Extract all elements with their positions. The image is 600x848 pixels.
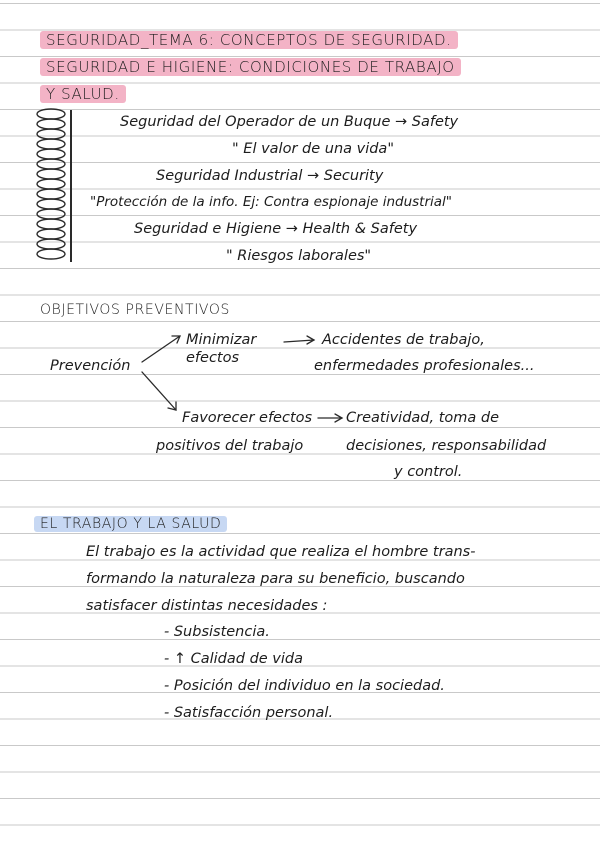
branch2-result-line2: decisiones, responsabilidad: [346, 438, 547, 454]
branch2-line1: Favorecer efectos: [182, 410, 313, 426]
objetivos-title: OBJETIVOS PREVENTIVOS: [40, 302, 230, 318]
branch2-result-line3: y control.: [394, 464, 463, 480]
bullet-calidad-vida: - ↑ Calidad de vida: [164, 651, 304, 667]
header-line-3: Y SALUD.: [40, 84, 126, 104]
branch1-result-line2: enfermedades profesionales...: [314, 358, 535, 374]
definition-health-safety-quote: " Riesgos laborales": [226, 248, 372, 264]
branch1-line1: Minimizar: [186, 332, 257, 348]
definition-health-safety: Seguridad e Higiene → Health & Safety: [134, 221, 418, 237]
bullet-satisfaccion: - Satisfacción personal.: [164, 705, 334, 721]
arrow-to-minimizar-icon: [142, 336, 180, 362]
arrow-to-favorecer-icon: [142, 372, 176, 410]
paragraph-line-1: El trabajo es la actividad que realiza el hombre trans-: [86, 544, 476, 560]
branch1-result-line1: Accidentes de trabajo,: [322, 332, 485, 348]
bullet-subsistencia: - Subsistencia.: [164, 624, 270, 640]
trabajo-salud-title: EL TRABAJO Y LA SALUD: [34, 514, 227, 534]
diagram-root: Prevención: [50, 358, 131, 374]
definition-safety-quote: " El valor de una vida": [232, 141, 394, 157]
paragraph-line-2: formando la naturaleza para su beneficio, buscando: [86, 571, 465, 587]
header-line-2: SEGURIDAD E HIGIENE: CONDICIONES DE TRABAJO: [40, 57, 461, 77]
definition-safety: Seguridad del Operador de un Buque → Safety: [120, 114, 459, 130]
branch2-result-line1: Creatividad, toma de: [346, 410, 500, 426]
paragraph-line-3: satisfacer distintas necesidades :: [86, 598, 328, 614]
definition-security-quote: "Protección de la info. Ej: Contra espionaje industrial": [90, 194, 453, 210]
arrow-to-accidentes-icon: [284, 340, 314, 342]
definition-security: Seguridad Industrial → Security: [156, 168, 384, 184]
branch1-line2: efectos: [186, 350, 240, 366]
branch2-line2: positivos del trabajo: [156, 438, 304, 454]
bullet-posicion-individuo: - Posición del individuo en la sociedad.: [164, 678, 445, 694]
header-line-1: SEGURIDAD_TEMA 6: CONCEPTOS DE SEGURIDAD.: [40, 30, 458, 50]
